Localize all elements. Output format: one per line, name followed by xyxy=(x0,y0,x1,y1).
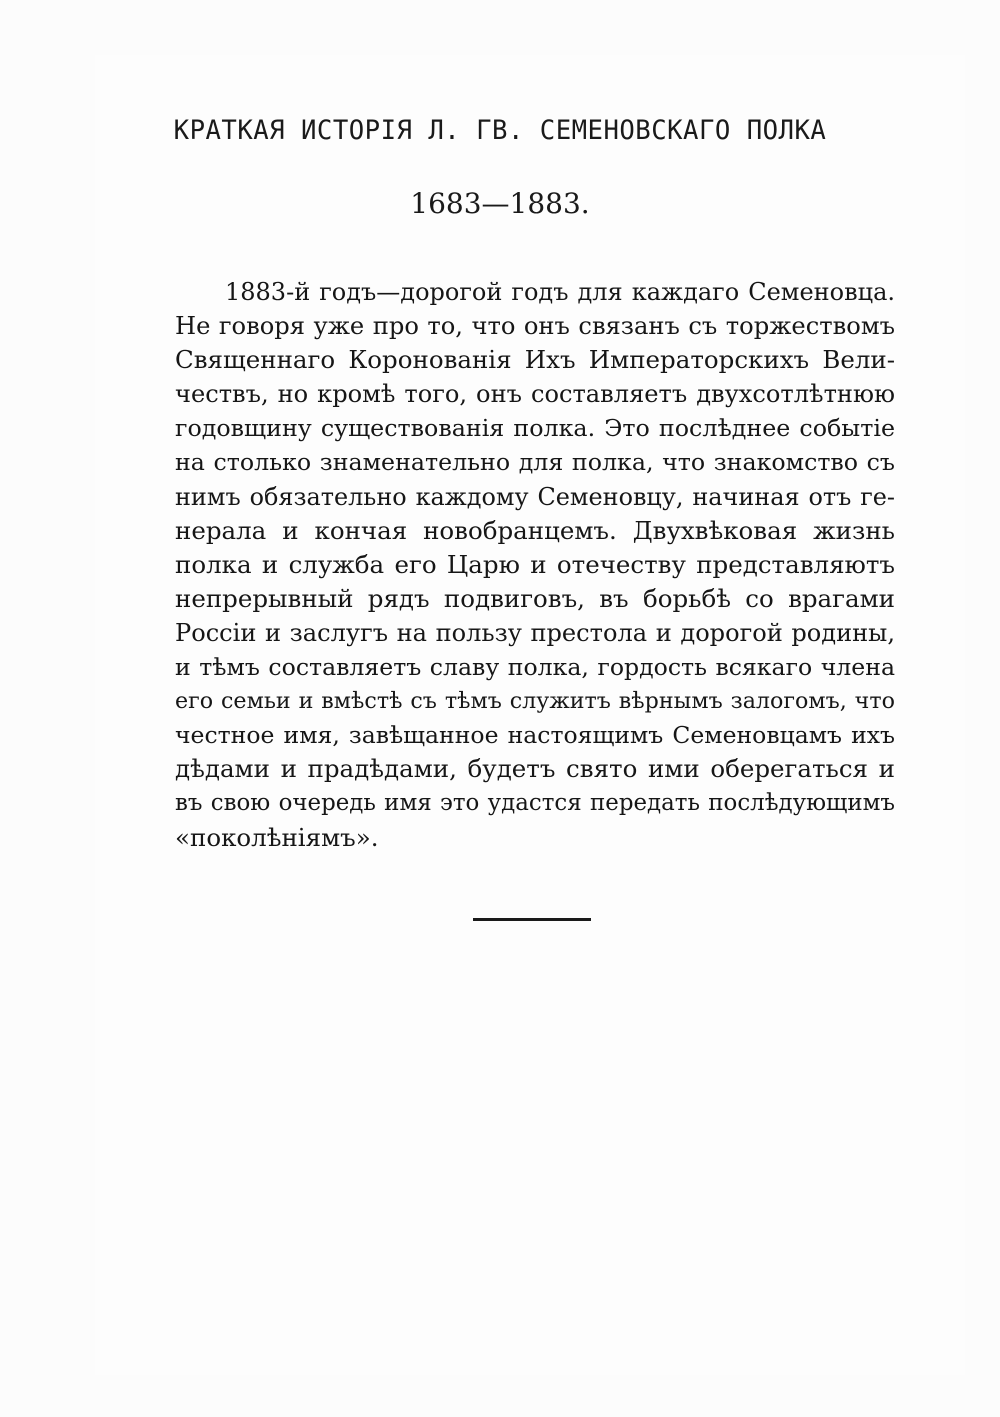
document-title: КРАТКАЯ ИСТОРІЯ Л. ГВ. СЕМЕНОВСКАГО ПОЛКА xyxy=(173,115,827,146)
text-line: Не говоря уже про то, что онъ связанъ съ торжествомъ xyxy=(175,312,895,341)
text-line: его семьи и вмѣстѣ съ тѣмъ служитъ вѣрнымъ залогомъ, что xyxy=(175,688,895,715)
text-line: честное имя, завѣщанное настоящимъ Семеновцамъ ихъ xyxy=(175,721,895,750)
text-line: «поколѣніямъ». xyxy=(175,822,379,852)
section-divider xyxy=(473,918,591,921)
text-line: и тѣмъ составляетъ славу полка, гордость всякаго члена xyxy=(175,653,895,682)
text-line: нимъ обязательно каждому Семеновцу, начиная отъ ге- xyxy=(175,482,895,511)
text-line: непрерывный рядъ подвиговъ, въ борьбѣ со врагами xyxy=(175,583,895,613)
text-line: чествъ, но кромѣ того, онъ составляетъ двухсотлѣтнюю xyxy=(175,380,895,409)
text-line: дѣдами и прадѣдами, будетъ свято ими оберегаться и xyxy=(175,754,895,784)
text-line: полка и служба его Царю и отечеству представляютъ xyxy=(175,549,895,579)
text-line: 1883-й годъ—дорогой годъ для каждаго Семеновца. xyxy=(225,278,895,306)
text-line: нерала и кончая новобранцемъ. Двухвѣковая жизнь xyxy=(175,515,895,545)
document-years: 1683—1883. xyxy=(410,187,590,220)
body-paragraph xyxy=(175,275,895,855)
text-line: годовщину существованія полка. Это послѣднее событіе xyxy=(175,414,895,443)
text-line: Священнаго Коронованія Ихъ Императорскихъ Вели- xyxy=(175,345,895,375)
text-line: на столько знаменательно для полка, что знакомство съ xyxy=(175,448,895,477)
text-line: въ свою очередь имя это удастся передать послѣдующимъ xyxy=(175,790,895,817)
text-line: Россіи и заслугъ на пользу престола и дорогой родины, xyxy=(175,618,895,647)
